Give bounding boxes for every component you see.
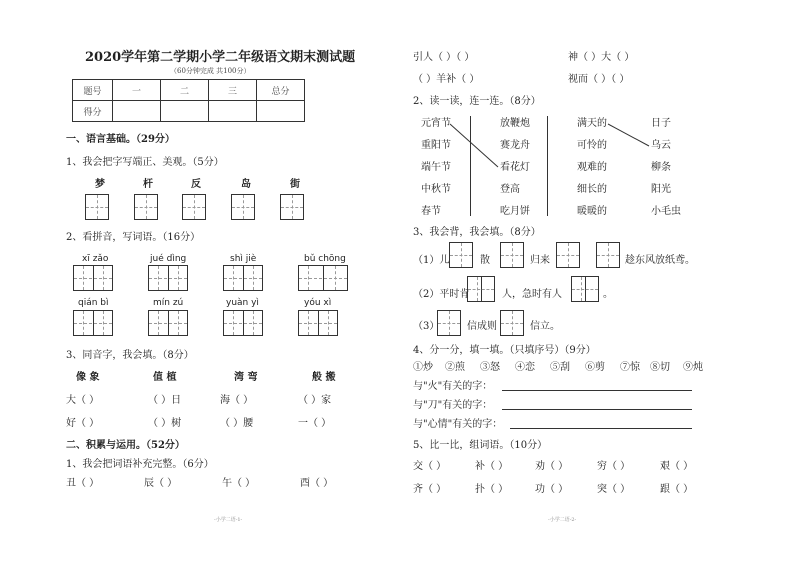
fill-blank[interactable]: 扑（ ） [475, 484, 509, 495]
match-item[interactable]: 细长的 [577, 184, 607, 195]
homophone-pair: 湾 弯 [234, 372, 258, 383]
option-item: ③怒 [480, 362, 500, 373]
fill-blank[interactable]: 视而（ ）（ ） [568, 74, 630, 85]
match-item[interactable]: 中秋节 [421, 184, 451, 195]
match-item[interactable]: 元宵节 [421, 118, 451, 129]
page-subtitle: （60分钟完成 共100分） [170, 67, 251, 75]
practice-char: 梦 [95, 179, 105, 190]
match-item[interactable]: 乌云 [651, 140, 671, 151]
option-item: ④恋 [515, 362, 535, 373]
fill-blank[interactable]: 穷（ ） [597, 461, 631, 472]
fill-blank[interactable]: （ ）日 [148, 395, 182, 406]
score-cell: 总分 [257, 80, 305, 101]
match-item[interactable]: 可怜的 [577, 140, 607, 151]
poem-text: 归来 [530, 255, 550, 266]
match-item[interactable]: 重阳节 [421, 140, 451, 151]
question-heading: 4、分一分，填一填。（只填序号）（9分） [413, 345, 596, 356]
writing-grid-double[interactable] [571, 276, 599, 302]
poem-text: （1）儿 [413, 255, 450, 266]
question-heading: 2、读一读，连一连。（8分） [413, 96, 541, 107]
writing-grid[interactable] [500, 310, 524, 336]
homophone-pair: 般 搬 [312, 372, 336, 383]
fill-blank[interactable]: 辰（ ） [144, 478, 178, 489]
answer-line[interactable] [510, 428, 692, 429]
fill-blank[interactable]: 大（ ） [66, 395, 100, 406]
fill-blank[interactable]: 酉（ ） [300, 478, 334, 489]
fill-blank[interactable]: 引人（ ）（ ） [413, 52, 475, 63]
score-cell: 一 [113, 80, 161, 101]
poem-text: 趁东风放纸鸢。 [625, 255, 695, 266]
writing-grid[interactable] [437, 310, 461, 336]
pinyin-label: bǔ chōng [304, 254, 346, 264]
answer-line[interactable] [502, 409, 692, 410]
option-item: ⑥剪 [585, 362, 605, 373]
option-item: ⑨炖 [683, 362, 703, 373]
fill-blank[interactable]: 艰（ ） [660, 461, 694, 472]
score-cell: 二 [161, 80, 209, 101]
match-item[interactable]: 登高 [500, 184, 520, 195]
score-cell: 题号 [73, 80, 113, 101]
fill-blank[interactable]: 齐（ ） [413, 484, 447, 495]
pinyin-label: yóu xì [304, 298, 332, 308]
fill-blank[interactable]: 神（ ）大（ ） [568, 52, 635, 63]
match-item[interactable]: 放鞭炮 [500, 118, 530, 129]
fill-blank[interactable]: （ ）家 [298, 395, 332, 406]
match-item[interactable]: 小毛虫 [651, 206, 681, 217]
option-item: ②煎 [445, 362, 465, 373]
match-item[interactable]: 观难的 [577, 162, 607, 173]
pinyin-label: xī zǎo [82, 254, 109, 264]
fill-blank[interactable]: 跟（ ） [660, 484, 694, 495]
homophone-pair: 值 植 [153, 372, 177, 383]
writing-grid-double[interactable] [467, 276, 495, 302]
pinyin-label: yuàn yì [226, 298, 259, 308]
fill-blank[interactable]: 好（ ） [66, 418, 100, 429]
poem-text: 。 [603, 289, 613, 300]
writing-grid[interactable] [556, 242, 580, 268]
practice-char: 杆 [143, 179, 153, 190]
fill-blank[interactable]: 丑（ ） [66, 478, 100, 489]
answer-line[interactable] [502, 390, 692, 391]
practice-char: 街 [290, 179, 300, 190]
question-heading: 3、同音字，我会填。（8分） [66, 350, 194, 361]
option-item: ⑦惊 [620, 362, 640, 373]
option-item: ①炒 [413, 362, 433, 373]
fill-blank[interactable]: 一（ ） [298, 418, 332, 429]
score-cell: 得分 [73, 101, 113, 122]
category-label: 与"刀"有关的字： [413, 400, 493, 411]
fill-blank[interactable]: （ ）树 [148, 418, 182, 429]
fill-blank[interactable]: 交（ ） [413, 461, 447, 472]
pinyin-label: jué dìng [150, 254, 187, 264]
question-heading: 1、我会把字写端正、美观。（5分） [66, 157, 224, 168]
match-item[interactable]: 端午节 [421, 162, 451, 173]
writing-grid[interactable] [449, 242, 473, 268]
option-item: ⑤刮 [550, 362, 570, 373]
question-heading: 1、我会把词语补充完整。（6分） [66, 459, 214, 470]
match-item[interactable]: 赛龙舟 [500, 140, 530, 151]
poem-text: 信成则 [467, 321, 497, 332]
question-heading: 3、我会背，我会填。（8分） [413, 227, 541, 238]
practice-char: 反 [191, 179, 201, 190]
pinyin-label: shì jiè [230, 254, 257, 264]
poem-text: 信立。 [530, 321, 560, 332]
page-footer: -小学二语-2- [548, 517, 577, 523]
fill-blank[interactable]: 海（ ） [220, 395, 254, 406]
question-heading: 2、看拼音，写词语。（16分） [66, 232, 201, 243]
match-item[interactable]: 暖暖的 [577, 206, 607, 217]
match-item[interactable]: 柳条 [651, 162, 671, 173]
match-item[interactable]: 阳光 [651, 184, 671, 195]
category-label: 与"火"有关的字： [413, 381, 493, 392]
poem-text: （3） [413, 321, 440, 332]
pinyin-label: qián bì [78, 298, 109, 308]
match-item[interactable]: 看花灯 [500, 162, 530, 173]
writing-grid[interactable] [596, 242, 620, 268]
section-heading: 二、积累与运用。（52分） [66, 440, 185, 451]
poem-text: （2）平时肯 [413, 289, 470, 300]
homophone-pair: 像 象 [76, 372, 100, 383]
fill-blank[interactable]: 午（ ） [222, 478, 256, 489]
match-item[interactable]: 春节 [421, 206, 441, 217]
fill-blank[interactable]: 功（ ） [535, 484, 569, 495]
page-footer: -小学二语-1- [214, 517, 243, 523]
fill-blank[interactable]: （ ）腰 [220, 418, 254, 429]
writing-grid[interactable] [500, 242, 524, 268]
practice-char: 岛 [241, 179, 251, 190]
match-item[interactable]: 满天的 [577, 118, 607, 129]
fill-blank[interactable]: 劝（ ） [535, 461, 569, 472]
poem-text: 散 [480, 255, 490, 266]
category-label: 与"心情"有关的字： [413, 419, 503, 430]
match-item[interactable]: 吃月饼 [500, 206, 530, 217]
pinyin-label: mín zú [153, 298, 184, 308]
poem-text: 人，急时有人 [502, 289, 562, 300]
question-heading: 5、比一比，组词语。（10分） [413, 440, 548, 451]
fill-blank[interactable]: （ ）羊补（ ） [413, 74, 480, 85]
fill-blank[interactable]: 补（ ） [475, 461, 509, 472]
fill-blank[interactable]: 突（ ） [597, 484, 631, 495]
option-item: ⑧切 [650, 362, 670, 373]
section-heading: 一、语言基础。（29分） [66, 134, 175, 145]
score-cell: 三 [209, 80, 257, 101]
match-item[interactable]: 日子 [651, 118, 671, 129]
page-title: 2020学年第二学期小学二年级语文期末测试题 [85, 50, 356, 65]
